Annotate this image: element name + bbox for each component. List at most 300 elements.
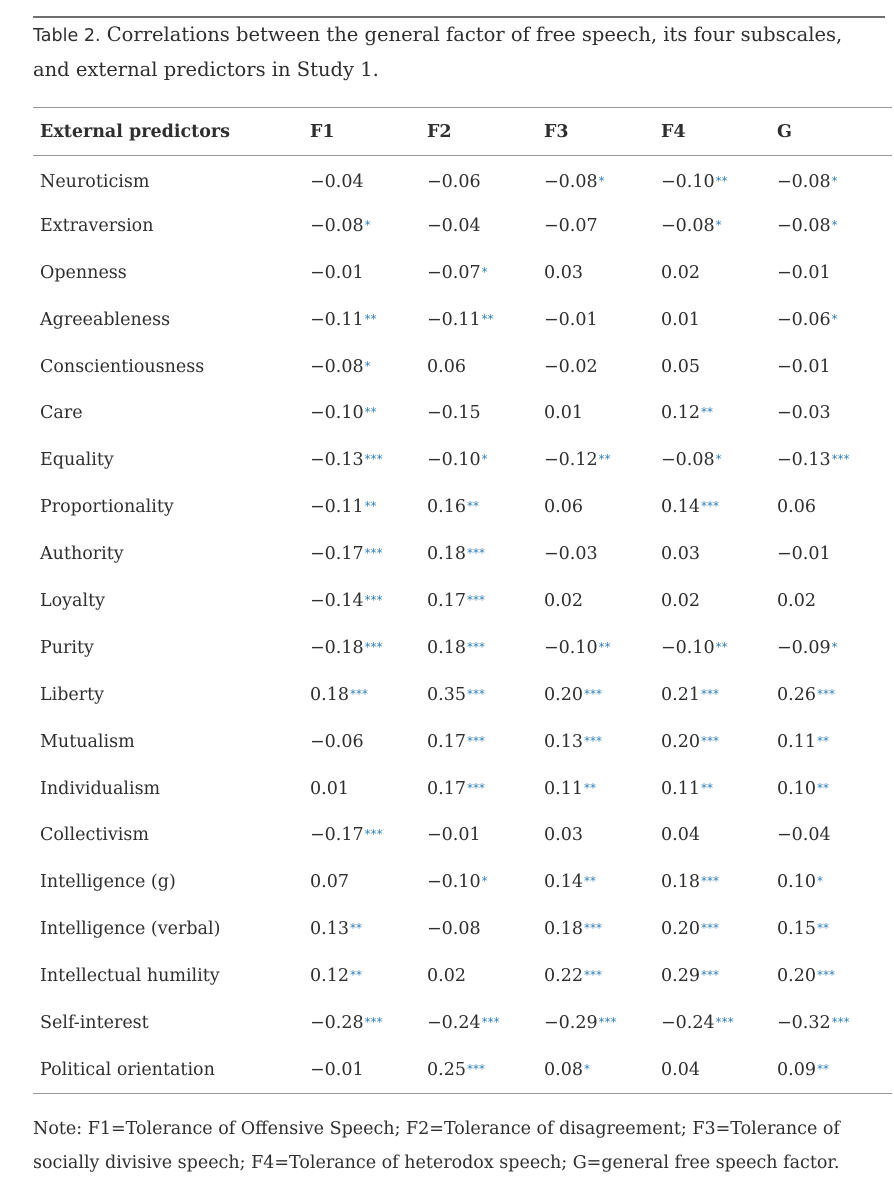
- table-row: [33, 343, 892, 390]
- header-f2: F2: [427, 108, 544, 156]
- cell-g: [777, 202, 892, 249]
- correlation-value: 0.15: [777, 919, 816, 940]
- correlation-value: 0.17: [427, 590, 466, 611]
- correlation-value: −0.18: [310, 637, 364, 658]
- correlation-value: −0.08: [661, 215, 715, 236]
- significance-marker: ***: [700, 921, 719, 936]
- cell-f2: [427, 1046, 544, 1093]
- significance-marker: **: [715, 639, 728, 654]
- row-label: Conscientiousness: [40, 356, 205, 377]
- cell-f2: [427, 812, 544, 859]
- cell-g: [777, 859, 892, 906]
- correlation-value: −0.28: [310, 1012, 364, 1033]
- row-label: Political orientation: [33, 1046, 310, 1093]
- cell-f1: [310, 906, 427, 953]
- correlation-value: 0.13: [544, 731, 583, 752]
- cell-f2: [427, 859, 544, 906]
- correlation-value: 0.12: [661, 403, 700, 424]
- correlation-value: 0.21: [661, 684, 700, 705]
- significance-marker: ***: [364, 827, 383, 842]
- header-g: G: [777, 108, 892, 156]
- table-caption: [33, 18, 863, 87]
- cell-f2: [427, 953, 544, 1000]
- cell-f2: [427, 765, 544, 812]
- significance-marker: ***: [466, 1061, 485, 1076]
- correlation-value: 0.01: [310, 778, 349, 799]
- correlation-value: −0.06: [777, 309, 831, 330]
- table-row: [33, 953, 892, 1000]
- caption-text: Correlations between the general factor of free speech, its four subscales, and external predictors in Study 1.: [33, 23, 843, 81]
- correlation-value: −0.07: [427, 262, 481, 283]
- cell-g: [777, 249, 892, 296]
- significance-marker: ***: [364, 452, 383, 467]
- table-row: [33, 437, 892, 484]
- significance-marker: **: [816, 1061, 829, 1076]
- cell-f4: [661, 390, 777, 437]
- cell-f2: [427, 156, 544, 203]
- correlation-value: −0.17: [310, 825, 364, 846]
- row-label: Openness: [40, 262, 127, 283]
- cell-f1: [310, 578, 427, 625]
- correlation-value: 0.09: [777, 1059, 816, 1080]
- cell-g: [777, 624, 892, 671]
- correlation-value: −0.13: [310, 450, 364, 471]
- correlation-value: 0.06: [544, 497, 583, 518]
- significance-marker: ***: [700, 733, 719, 748]
- table-note: Note: F1=Tolerance of Offensive Speech; F2=Tolerance of disagreement; F3=Tolerance of socially divisive speech; F4=Tolerance of heterodox speech; G=general free speech factor.: [33, 1119, 840, 1173]
- correlation-value: 0.29: [661, 966, 700, 987]
- cell-f1: [310, 390, 427, 437]
- significance-marker: **: [466, 499, 479, 514]
- table-row: [33, 578, 892, 625]
- significance-marker: ***: [583, 921, 602, 936]
- significance-marker: **: [700, 780, 713, 795]
- row-label: Collectivism: [40, 825, 149, 846]
- table-row: [33, 484, 892, 531]
- significance-marker: ***: [715, 1014, 734, 1029]
- cell-f1: [310, 718, 427, 765]
- cell-g: [777, 1046, 892, 1093]
- cell-f3: [544, 1046, 661, 1093]
- significance-marker: **: [481, 311, 494, 326]
- correlation-value: −0.24: [427, 1012, 481, 1033]
- correlation-value: −0.15: [427, 403, 481, 424]
- caption-label: Table 2.: [33, 26, 101, 46]
- significance-marker: **: [816, 921, 829, 936]
- cell-f2: [427, 437, 544, 484]
- row-label: Mutualism: [40, 731, 135, 752]
- correlation-value: 0.03: [544, 825, 583, 846]
- significance-marker: **: [583, 874, 596, 889]
- correlation-value: −0.01: [544, 309, 598, 330]
- significance-marker: ***: [583, 968, 602, 983]
- header-f4: F4: [661, 108, 777, 156]
- significance-marker: ***: [816, 686, 835, 701]
- cell-f4: [661, 296, 777, 343]
- cell-g: [777, 765, 892, 812]
- correlation-value: 0.03: [544, 262, 583, 283]
- header-row: [33, 108, 892, 156]
- significance-marker: **: [816, 780, 829, 795]
- cell-f2: [427, 718, 544, 765]
- correlation-value: 0.02: [777, 590, 816, 611]
- cell-f4: [661, 1000, 777, 1047]
- correlation-value: 0.07: [310, 872, 349, 893]
- row-label: Loyalty: [40, 590, 105, 611]
- cell-f3: [544, 859, 661, 906]
- correlation-value: 0.20: [777, 966, 816, 987]
- cell-f1: [310, 1000, 427, 1047]
- significance-marker: ***: [349, 686, 368, 701]
- cell-g: [777, 531, 892, 578]
- correlation-value: −0.07: [544, 215, 598, 236]
- correlation-value: −0.01: [427, 825, 481, 846]
- table-row: [33, 531, 892, 578]
- correlation-value: 0.20: [544, 684, 583, 705]
- correlation-value: −0.08: [310, 215, 364, 236]
- cell-f3: [544, 156, 661, 203]
- cell-f2: [427, 531, 544, 578]
- cell-g: [777, 671, 892, 718]
- correlation-value: −0.03: [544, 544, 598, 565]
- significance-marker: *: [715, 452, 722, 467]
- cell-f1: [310, 437, 427, 484]
- correlation-value: 0.11: [661, 778, 700, 799]
- table-row: [33, 671, 892, 718]
- correlation-value: 0.01: [661, 309, 700, 330]
- cell-f3: [544, 953, 661, 1000]
- correlation-value: 0.08: [544, 1059, 583, 1080]
- cell-f3: [544, 343, 661, 390]
- significance-marker: *: [583, 1061, 590, 1076]
- cell-f4: [661, 812, 777, 859]
- correlation-value: 0.02: [544, 590, 583, 611]
- significance-marker: ***: [700, 499, 719, 514]
- cell-f4: [661, 718, 777, 765]
- cell-f1: [310, 953, 427, 1000]
- cell-g: [777, 1000, 892, 1047]
- table-row: [33, 1000, 892, 1047]
- cell-f1: [310, 624, 427, 671]
- cell-g: [777, 343, 892, 390]
- table-row: [33, 156, 892, 203]
- significance-marker: ***: [816, 968, 835, 983]
- correlation-value: −0.08: [310, 356, 364, 377]
- significance-marker: ***: [466, 686, 485, 701]
- correlation-value: 0.01: [544, 403, 583, 424]
- correlation-value: −0.11: [427, 309, 481, 330]
- correlation-value: −0.01: [310, 1059, 364, 1080]
- header-f1: F1: [310, 108, 427, 156]
- cell-g: [777, 953, 892, 1000]
- correlation-value: 0.18: [427, 544, 466, 565]
- correlation-value: −0.04: [427, 215, 481, 236]
- cell-f2: [427, 906, 544, 953]
- cell-f2: [427, 390, 544, 437]
- row-label: Intelligence (verbal): [40, 919, 221, 940]
- correlation-value: −0.10: [661, 172, 715, 193]
- significance-marker: ***: [466, 733, 485, 748]
- row-label: Neuroticism: [40, 172, 150, 193]
- cell-f4: [661, 343, 777, 390]
- cell-f4: [661, 437, 777, 484]
- cell-f3: [544, 812, 661, 859]
- correlation-value: 0.11: [777, 731, 816, 752]
- significance-marker: ***: [700, 968, 719, 983]
- cell-f3: [544, 202, 661, 249]
- correlation-value: −0.01: [777, 544, 831, 565]
- cell-f1: [310, 531, 427, 578]
- significance-marker: *: [481, 874, 488, 889]
- cell-g: [777, 484, 892, 531]
- correlation-value: 0.18: [310, 684, 349, 705]
- cell-g: [777, 437, 892, 484]
- significance-marker: **: [715, 174, 728, 189]
- row-label: Proportionality: [40, 497, 174, 518]
- table-body: [33, 156, 892, 1094]
- significance-marker: *: [831, 311, 838, 326]
- significance-marker: *: [364, 358, 371, 373]
- row-label: Extraversion: [40, 215, 154, 236]
- row-label: Intellectual humility: [40, 966, 220, 987]
- significance-marker: ***: [466, 780, 485, 795]
- correlation-value: 0.10: [777, 778, 816, 799]
- correlation-value: 0.04: [661, 1059, 700, 1080]
- significance-marker: **: [598, 452, 611, 467]
- correlation-value: −0.11: [310, 497, 364, 518]
- cell-f3: [544, 437, 661, 484]
- cell-f1: [310, 202, 427, 249]
- correlation-value: 0.17: [427, 778, 466, 799]
- cell-f3: [544, 671, 661, 718]
- significance-marker: *: [364, 217, 371, 232]
- cell-f4: [661, 906, 777, 953]
- cell-f4: [661, 624, 777, 671]
- significance-marker: ***: [583, 733, 602, 748]
- cell-g: [777, 296, 892, 343]
- correlation-value: −0.10: [427, 872, 481, 893]
- cell-f2: [427, 484, 544, 531]
- correlation-value: 0.25: [427, 1059, 466, 1080]
- correlation-value: −0.09: [777, 637, 831, 658]
- correlation-value: −0.10: [661, 637, 715, 658]
- correlation-value: −0.10: [427, 450, 481, 471]
- correlation-value: −0.04: [310, 172, 364, 193]
- significance-marker: ***: [364, 592, 383, 607]
- correlation-value: 0.14: [661, 497, 700, 518]
- cell-f1: [310, 484, 427, 531]
- cell-f2: [427, 202, 544, 249]
- cell-g: [777, 390, 892, 437]
- correlation-table: [33, 107, 892, 1094]
- significance-marker: ***: [364, 546, 383, 561]
- correlation-value: −0.08: [777, 215, 831, 236]
- cell-f4: [661, 531, 777, 578]
- cell-f1: [310, 765, 427, 812]
- table-row: [33, 202, 892, 249]
- cell-f2: [427, 343, 544, 390]
- significance-marker: *: [831, 217, 838, 232]
- cell-f3: [544, 249, 661, 296]
- significance-marker: **: [700, 405, 713, 420]
- cell-f2: [427, 249, 544, 296]
- cell-f1: [310, 249, 427, 296]
- cell-f1: [310, 1046, 427, 1093]
- cell-f4: [661, 484, 777, 531]
- table-header: [33, 108, 892, 156]
- significance-marker: ***: [466, 592, 485, 607]
- significance-marker: *: [481, 452, 488, 467]
- cell-f3: [544, 906, 661, 953]
- correlation-value: 0.18: [427, 637, 466, 658]
- cell-f4: [661, 859, 777, 906]
- correlation-value: 0.10: [777, 872, 816, 893]
- significance-marker: *: [481, 264, 488, 279]
- header-external-predictors: External predictors: [33, 108, 310, 156]
- cell-f2: [427, 624, 544, 671]
- significance-marker: ***: [466, 546, 485, 561]
- correlation-value: −0.04: [777, 825, 831, 846]
- cell-f1: [310, 671, 427, 718]
- cell-g: [777, 812, 892, 859]
- table-row: [33, 249, 892, 296]
- cell-g: [777, 578, 892, 625]
- cell-f3: [544, 578, 661, 625]
- correlation-value: −0.11: [310, 309, 364, 330]
- correlation-value: 0.06: [777, 497, 816, 518]
- correlation-value: −0.06: [427, 172, 481, 193]
- correlation-value: −0.29: [544, 1012, 598, 1033]
- correlation-value: −0.24: [661, 1012, 715, 1033]
- cell-f2: [427, 296, 544, 343]
- significance-marker: *: [831, 174, 838, 189]
- significance-marker: **: [583, 780, 596, 795]
- correlation-value: 0.22: [544, 966, 583, 987]
- significance-marker: ***: [598, 1014, 617, 1029]
- cell-f3: [544, 718, 661, 765]
- correlation-value: −0.14: [310, 590, 364, 611]
- correlation-value: −0.32: [777, 1012, 831, 1033]
- significance-marker: ***: [700, 686, 719, 701]
- correlation-value: 0.13: [310, 919, 349, 940]
- cell-f4: [661, 671, 777, 718]
- significance-marker: ***: [481, 1014, 500, 1029]
- significance-marker: **: [816, 733, 829, 748]
- cell-f2: [427, 578, 544, 625]
- row-label: Intelligence (g): [40, 872, 176, 893]
- cell-f1: [310, 156, 427, 203]
- cell-f4: [661, 249, 777, 296]
- row-label: Agreeableness: [40, 309, 171, 330]
- correlation-value: 0.35: [427, 684, 466, 705]
- correlation-value: 0.02: [661, 262, 700, 283]
- correlation-value: 0.12: [310, 966, 349, 987]
- table-row: [33, 812, 892, 859]
- cell-f4: [661, 765, 777, 812]
- cell-f1: [310, 812, 427, 859]
- table-row: [33, 296, 892, 343]
- significance-marker: *: [831, 639, 838, 654]
- table-row: [33, 859, 892, 906]
- correlation-value: −0.08: [777, 172, 831, 193]
- row-label: Individualism: [40, 778, 161, 799]
- cell-f3: [544, 390, 661, 437]
- significance-marker: **: [364, 405, 377, 420]
- correlation-value: 0.02: [661, 590, 700, 611]
- cell-f4: [661, 578, 777, 625]
- row-label: Self-interest: [40, 1012, 149, 1033]
- cell-f4: [661, 953, 777, 1000]
- correlation-value: −0.01: [777, 262, 831, 283]
- significance-marker: *: [816, 874, 823, 889]
- cell-f3: [544, 624, 661, 671]
- cell-g: [777, 906, 892, 953]
- correlation-value: 0.06: [427, 356, 466, 377]
- cell-f3: [544, 296, 661, 343]
- cell-f4: [661, 202, 777, 249]
- significance-marker: *: [598, 174, 605, 189]
- cell-f3: [544, 1000, 661, 1047]
- correlation-value: 0.18: [661, 872, 700, 893]
- significance-marker: **: [349, 921, 362, 936]
- cell-f1: [310, 343, 427, 390]
- significance-marker: **: [598, 639, 611, 654]
- cell-g: [777, 718, 892, 765]
- correlation-value: 0.11: [544, 778, 583, 799]
- correlation-table-container: [33, 107, 885, 1094]
- table-row: [33, 1046, 892, 1093]
- cell-f4: [661, 1046, 777, 1093]
- correlation-value: −0.01: [777, 356, 831, 377]
- correlation-value: −0.02: [544, 356, 598, 377]
- correlation-value: 0.02: [427, 966, 466, 987]
- significance-marker: ***: [364, 1014, 383, 1029]
- significance-marker: ***: [831, 452, 850, 467]
- correlation-value: 0.05: [661, 356, 700, 377]
- correlation-value: −0.03: [777, 403, 831, 424]
- cell-f4: [661, 156, 777, 203]
- correlation-value: −0.08: [427, 919, 481, 940]
- correlation-value: 0.20: [661, 731, 700, 752]
- cell-f1: [310, 859, 427, 906]
- correlation-value: −0.17: [310, 544, 364, 565]
- table-row: [33, 624, 892, 671]
- correlation-value: 0.14: [544, 872, 583, 893]
- significance-marker: ***: [364, 639, 383, 654]
- row-label: Care: [40, 403, 83, 424]
- row-label: Liberty: [40, 684, 105, 705]
- cell-f2: [427, 671, 544, 718]
- significance-marker: ***: [583, 686, 602, 701]
- row-label: Authority: [40, 544, 124, 565]
- significance-marker: **: [364, 499, 377, 514]
- cell-g: [777, 156, 892, 203]
- table-row: [33, 718, 892, 765]
- cell-f3: [544, 484, 661, 531]
- correlation-value: 0.20: [661, 919, 700, 940]
- significance-marker: *: [715, 217, 722, 232]
- correlation-value: −0.10: [310, 403, 364, 424]
- cell-f1: [310, 296, 427, 343]
- significance-marker: ***: [700, 874, 719, 889]
- significance-marker: ***: [466, 639, 485, 654]
- cell-f3: [544, 531, 661, 578]
- significance-marker: ***: [831, 1014, 850, 1029]
- correlation-value: −0.08: [544, 172, 598, 193]
- correlation-value: 0.18: [544, 919, 583, 940]
- table-row: [33, 906, 892, 953]
- correlation-value: −0.08: [661, 450, 715, 471]
